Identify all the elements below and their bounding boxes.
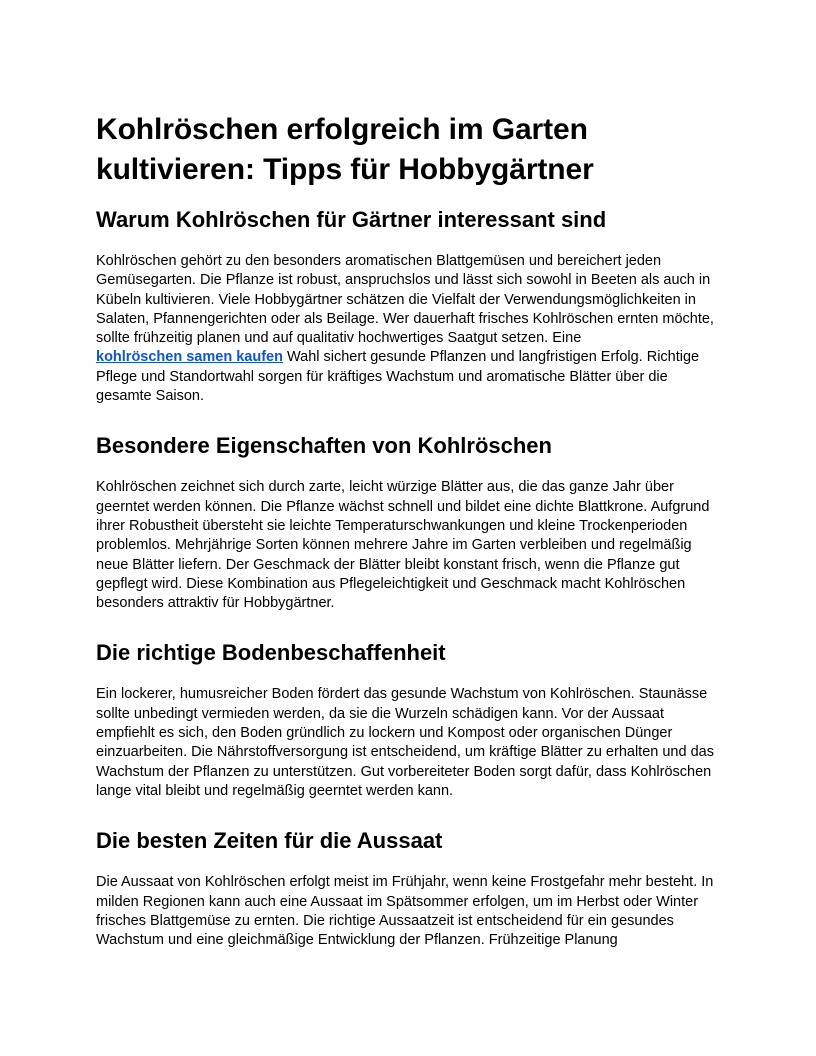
section-boden	[96, 639, 726, 801]
section-heading-boden: Die richtige Bodenbeschaffenheit	[96, 640, 446, 666]
paragraph-text-after-link: Wahl sichert gesunde Pflanzen und langfristigen Erfolg. Richtige Pflege und Standortwahl sorgen für kräftiges Wachstum und aromatische Blätter über die gesamte Saison.	[96, 349, 700, 405]
section-heading-aussaat: Die besten Zeiten für die Aussaat	[96, 828, 443, 854]
section-paragraph-warum	[96, 252, 726, 406]
section-paragraph-aussaat: Die Aussaat von Kohlröschen erfolgt meist im Frühjahr, wenn keine Frostgefahr mehr besteht. In milden Regionen kann auch eine Aussaat im Spätsommer erfolgen, um im Herbst oder Winter frisches Blattgemüse zu ernten. Die richtige Aussaatzeit ist entscheidend für ein gesundes Wachstum und eine gleichmäßige Entwicklung der Pflanzen. Frühzeitige Planung	[96, 874, 714, 949]
section-paragraph-eigenschaften: Kohlröschen zeichnet sich durch zarte, leicht würzige Blätter aus, die das ganze Jahr über geerntet werden können. Die Pflanze wächst schnell und bildet eine dichte Blattkrone. Aufgrund ihrer Robustheit übersteht sie leichte Temperaturschwankungen und kleine Trockenperioden problemlos. Mehrjährige Sorten können mehrere Jahre im Garten verbleiben und regelmäßig neue Blätter liefern. Der Geschmack der Blätter bleibt konstant frisch, wenn die Pflanze gut gepflegt wird. Diese Kombination aus Pflegeleichtigkeit und Geschmack macht Kohlröschen besonders attraktiv für Hobbygärtner.	[96, 479, 710, 612]
document-title: Kohlröschen erfolgreich im Garten kultivieren: Tipps für Hobbygärtner	[96, 113, 594, 186]
section-eigenschaften	[96, 432, 726, 613]
document-page	[96, 110, 726, 976]
kohlroeschen-samen-link[interactable]: kohlröschen samen kaufen	[96, 349, 283, 366]
section-paragraph-boden: Ein lockerer, humusreicher Boden fördert das gesunde Wachstum von Kohlröschen. Staunässe sollte unbedingt vermieden werden, da sie die Wurzeln schädigen kann. Vor der Aussaat empfiehlt es sich, den Boden gründlich zu lockern und Kompost oder organischen Dünger einzuarbeiten. Die Nährstoffversorgung ist entscheidend, um kräftige Blätter zu erhalten und das Wachstum der Pflanzen zu unterstützen. Gut vorbereiteter Boden sorgt dafür, dass Kohlröschen lange vital bleibt und regelmäßig geerntet werden kann.	[96, 686, 714, 799]
section-heading-eigenschaften: Besondere Eigenschaften von Kohlröschen	[96, 433, 552, 459]
section-aussaat	[96, 827, 726, 950]
section-heading-warum: Warum Kohlröschen für Gärtner interessant sind	[96, 207, 607, 232]
paragraph-text-before-link: Kohlröschen gehört zu den besonders aromatischen Blattgemüsen und bereichert jeden Gemüsegarten. Die Pflanze ist robust, anspruchslos und lässt sich sowohl in Beeten als auch in Kübeln kultivieren. Viele Hobbygärtner schätzen die Vielfalt der Verwendungsmöglichkeiten in Salaten, Pfannengerichten oder als Beilage. Wer dauerhaft frisches Kohlröschen ernten möchte, sollte frühzeitig planen und auf qualitativ hochwertiges Saatgut setzen. Eine	[96, 253, 714, 347]
section-warum	[96, 206, 726, 406]
